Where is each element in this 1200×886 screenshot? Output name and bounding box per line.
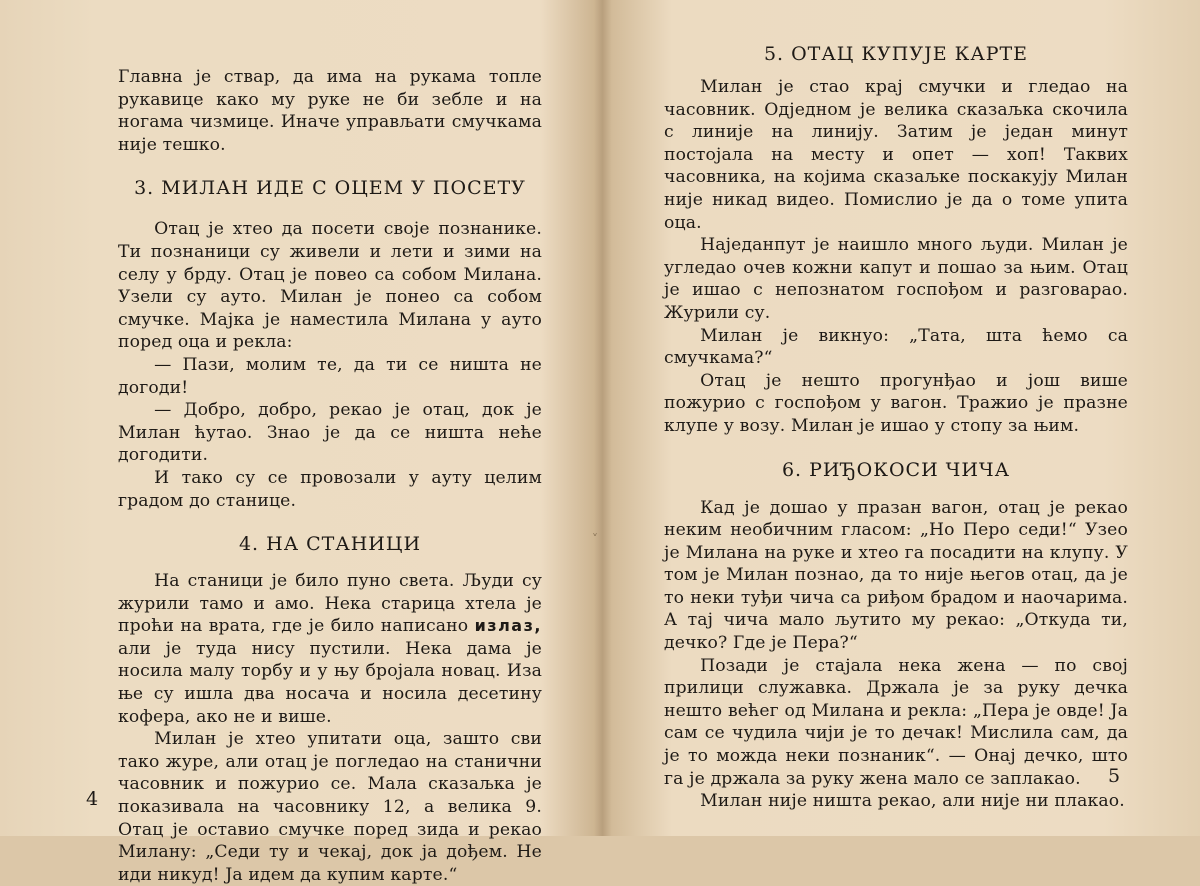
chapter-3-heading: 3. МИЛАН ИДЕ С ОЦЕМ У ПОСЕТУ xyxy=(134,177,526,200)
chapter-4-paragraph-1-end: али је туда нису пустили. Нека дама је носила малу торбу и у њу бројала новац. Иза ње су ишла два носача и носила десетину кофера, ако не и више. xyxy=(118,638,542,727)
chapter-3-paragraph-3: — Добро, добро, рекао је отац, док је Милан ћутао. Знао је да се ништа неће догодити. xyxy=(118,400,542,466)
right-page xyxy=(604,0,1200,836)
right-page-number: 5 xyxy=(1108,765,1121,787)
chapter-4-paragraph-1-start: На станици је било пуно света. Људи су журили тамо и амо. Нека старица хтела је проћи на врата, где је било написано xyxy=(118,571,542,637)
chapter-3-paragraph-4: И тако су се провозали у ауту целим градом до станице. xyxy=(118,467,542,511)
exit-sign-word: излаз, xyxy=(474,616,542,636)
chapter-5-paragraph-3: Милан је викнуо: „Тата, шта ћемо са смучкама?“ xyxy=(664,325,1128,369)
chapter-4-paragraph-1 xyxy=(118,570,542,728)
chapter-4-paragraph-2: Милан је хтео упитати оца, зашто сви тако журе, али отац је погледао на станични часовник и пожурио се. Мала сказаљка је показивала на часовнику 12, а велика 9. Отац је оставио смучке поред зида и рекао Милану: „Седи ту и чекај, док ја дођем. Не иди никуд! Ја идем да купим карте.“ xyxy=(118,729,542,885)
chapter-4-heading: 4. НА СТАНИЦИ xyxy=(238,533,422,556)
chapter-6-paragraph-3: Милан није ништа рекао, али није ни плакао. xyxy=(700,791,1125,812)
chapter-3-paragraph-2: — Пази, молим те, да ти се ништа не догоди! xyxy=(118,354,542,398)
chapter-6-heading: 6. РИЂОКОСИ ЧИЧА xyxy=(781,458,1011,481)
left-page xyxy=(0,0,600,885)
gutter-stitch-mark: ˅ xyxy=(592,532,598,546)
chapter-6-paragraph-1: Кад је дошао у празан вагон, отац је рекао неким необичним гласом: „Но Перо седи!“ Узео је Милана на руке и хтео га посадити на клупу. У том је Милан познао, да то није његов отац, да је то неки туђи чича са риђом брадом и наочарима. А тај чича мало љутито му рекао: „Откуда ти, дечко? Где је Пера?“ xyxy=(664,497,1128,654)
chapter-3-paragraph-1: Отац је хтео да посети своје познанике. Ти познаници су живели и лети и зими на селу у брду. Отац је повео са собом Милана. Узели су ауто. Милан је понео са собом смучке. Мајка је наместила Милана у ауто поред оца и рекла: xyxy=(118,219,542,353)
chapter-5-heading: 5. ОТАЦ КУПУЈЕ КАРТЕ xyxy=(763,43,1029,65)
chapter-5-paragraph-1: Милан је стао крај смучки и гледао на часовник. Одједном је велика сказаљка скочила с линије на линију. Затим је један минут постојала на месту и опет — хоп! Таквих часовника, на којима сказаљке поскакују Милан није никад видео. Помислио је да о томе упита оца. xyxy=(664,77,1128,233)
chapter-5-paragraph-4: Отац је нешто прогунђао и још више пожурио с госпођом у вагон. Тражио је празне клупе у возу. Милан је ишао у стопу за њим. xyxy=(664,370,1128,436)
left-page-number: 4 xyxy=(86,788,99,810)
chapter-6-paragraph-2: Позади је стајала нека жена — по свој прилици служавка. Држала је за руку дечка нешто већег од Милана и рекла: „Пера је овде! Ја сам се чудила чији је то дечак! Мислила сам, да је то можда неки познаник“. — Онај дечко, што га је држала за руку жена мало се заплакао. xyxy=(664,655,1128,789)
intro-paragraph: Главна је ствар, да има на рукама топле рукавице како му руке не би зебле и на ногама чизмице. Иначе управљати смучкама није тешко. xyxy=(118,67,542,155)
chapter-5-paragraph-2: Наједанпут је наишло много људи. Милан је угледао очев кожни капут и пошао за њим. Отац је ишао с непознатом госпођом и разговарао. Журили су. xyxy=(664,235,1128,323)
